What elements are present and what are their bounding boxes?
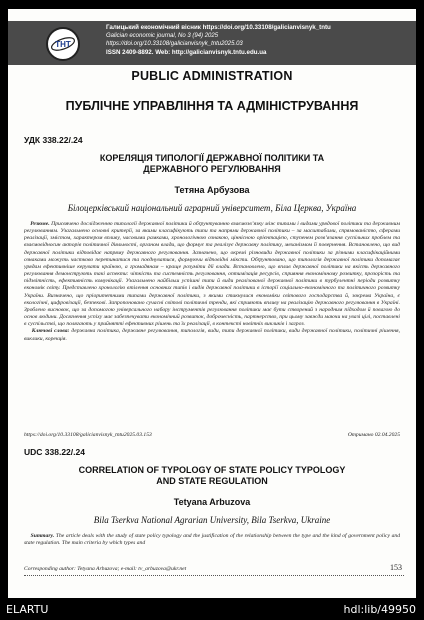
article-doi[interactable]: https://doi.org/10.33108/galicianvisnyk_tntu2025.03.153 [24,432,152,438]
article-title-en-line2: AND STATE REGULATION [156,476,268,486]
abstract-ua [24,221,400,427]
affiliation-ua: Білоцерківський національний аграрний університет, Біла Церква, Україна [67,203,357,213]
footer-divider [24,575,404,576]
summary-text-en: The article deals with the study of state policy typology and the justification of the relationship between the type and the kind of government policy and state regulation. The main criteria by which types and [24,533,400,547]
logo-icon [48,29,78,59]
section-title-en: PUBLIC ADMINISTRATION [131,69,293,83]
article-title-ua-line2: ДЕРЖАВНОГО РЕГУЛЮВАННЯ [143,164,281,174]
doi-row [24,432,400,438]
affiliation-en: Bila Tserkva National Agrarian University, Bila Tserkva, Ukraine [93,515,331,525]
abstract-label-ua: Резюме. [30,221,50,227]
svg-text:ТНТ: ТНТ [55,40,71,49]
keywords-ua: державна політика, державне регулювання, типологія, види, типи державної політики, види державної політики, політичні рішення, виклики, корекція. [24,328,400,342]
udc-code-ua: УДК 338.22/.24 [24,135,83,145]
journal-issue-line: Galician economic journal, No 3 (94) 2025 [106,33,219,39]
corresponding-author: Corresponding author: Tetyana Arbuzova; e-mail: tv_arbuzova@ukr.net [24,566,187,572]
summary-label-en: Summary. [30,533,55,539]
received-date: Отримано 02.04.2025 [347,432,400,438]
section-title-ua: ПУБЛІЧНЕ УПРАВЛІННЯ ТА АДМІНІСТРУВАННЯ [65,99,359,113]
journal-issn-line: ISSN 2409-8892. Web: http://galicianvisnyk.tntu.edu.ua [106,49,267,56]
article-title-ua-line1: КОРЕЛЯЦІЯ ТИПОЛОГІЇ ДЕРЖАВНОЇ ПОЛІТИКИ ТА [99,153,325,163]
journal-doi-line: https://doi.org/10.33108/galicianvisnyk_tntu2025.03 [106,41,243,47]
journal-name-line: Галицький економічний вісник https://doi.org/10.33108/galicianvisnyk_tntu [106,24,331,31]
page-number: 153 [390,563,402,572]
document-page [8,9,416,598]
repository-name: ELARTU [6,603,49,616]
summary-en [24,533,400,555]
abstract-text-ua: Присвячено дослідженню типології державної політики й обґрунтуванню взаємозв’язку між типами і видами урядової політики та державним регулюванням. Узагальнено основні критерії, за якими класифікують типи та напрями державної політики – за масштабами, спрямованістю, сферами реалізації, змістом, характером впливу, часовими рамками, хронологічною ознакою, ціннісною орієнтацією, ступенем розв’язання суспільних проблем та взаємовідносин акторів політичної діяльності, органом влади, що формує та реалізує державну політику, механізмом її повернення. Встановлено, що вид державної політики відповідає напряму державного регулювання. Зазначено, що окремі різновиди державної політики за різними класифікаційними ознаками можуть частково перетинатися та поєднуватися, формуючи відповідні міксти. Обґрунтовано, що типологія державної політики допомагає урядам ефективніше керувати країною, а громадянам – краще розуміти дії влади. Встановлено, що вплив державної політики на якість державного регулювання демонструють такі аспекти: чіткість та системність регулювання, оптимізація ресурсів, сприяння економічному розвитку, прозорість та підзвітність, ефективність комунікації. Узагальнено найбільш успішні типи й види реалізованої державної політики в турбулентні періоди розвитку економік світу. Представлено хронологію втілення основних типів і видів державної політики в історії соціально-економічного та політичного розвитку України. Визначено, що пріоритетними типами державної політики, з якими стикнулися економіки світового господарства й, зокрема Україна, є екологічні, цифровізації, безпекові. Запропоновано сучасні світові політичні тренди, які сприяють впливу на реалізацію державного регулювання в Україні. Зроблено висновок, що за допомогою універсального набору інструментів регулювання політики має бути створений з народним підходом й повагою до основ людини. Досягнення успіху має забезпечувати економічний розвиток, доброчесність, партнерство, при цьому завжди маючи на увазі цілі, поставлені в суспільстві, що полягають у прийнятті ефективних рішень та їх реалізації, в контексті новітніх викликів і загроз. [24,221,400,328]
author-en: Tetyana Arbuzova [173,497,251,507]
repository-bar [0,600,424,620]
journal-logo [46,27,80,61]
article-title-en-line1: CORRELATION OF TYPOLOGY OF STATE POLICY TYPOLOGY [78,465,346,475]
keywords-label-ua: Ключові слова: [31,328,70,335]
udc-code-en: UDC 338.22/.24 [24,447,85,457]
author-ua: Тетяна Арбузова [174,185,250,195]
handle-id: hdl:lib/49950 [343,603,416,616]
